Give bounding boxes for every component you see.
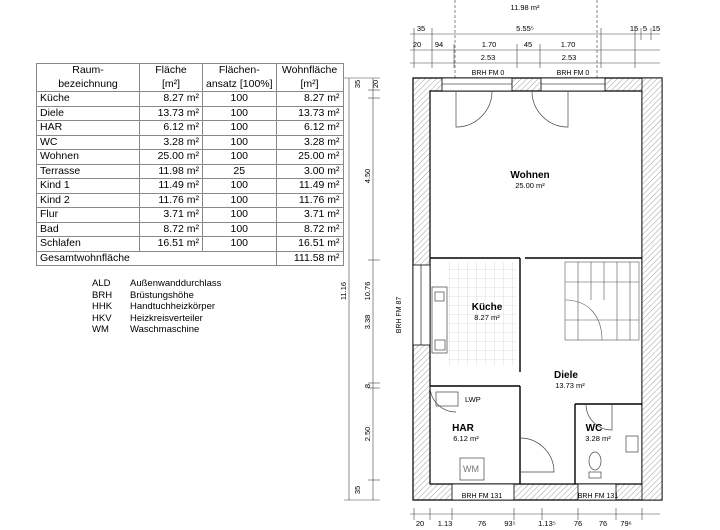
table-row: Wohnen 25.00 m² 100 25.00 m² — [37, 150, 344, 165]
dim-label: 20 — [412, 40, 422, 49]
room-name: WC — [585, 423, 603, 434]
dim-label: 35 — [416, 24, 426, 33]
abbreviation-legend — [92, 278, 221, 336]
dim-label: 79⁶ — [620, 519, 632, 528]
floor-plan — [330, 0, 720, 530]
table-row: Schlafen 16.51 m² 100 16.51 m² — [37, 237, 344, 252]
window-label: BRH FM 0 — [556, 70, 590, 77]
dim-label: 10.76 — [363, 281, 372, 301]
dim-label: 5.55⁵ — [516, 24, 534, 33]
room-area: 6.12 m² — [453, 434, 479, 443]
left-dimension-lines — [344, 78, 380, 500]
dim-label: 4.50 — [363, 168, 372, 184]
room-area: 25.00 m² — [515, 181, 545, 190]
room-area: 3.28 m² — [585, 434, 611, 443]
dim-label: 15 — [651, 24, 661, 33]
total-value: 111.58 m² — [276, 251, 343, 266]
legend-item: ALD Außenwanddurchlass — [92, 278, 222, 289]
dim-label: 5 — [642, 24, 648, 33]
table-row: Bad 8.72 m² 100 8.72 m² — [37, 222, 344, 237]
room-area: 13.73 m² — [555, 381, 585, 390]
dim-label: 2.53 — [480, 53, 496, 62]
table-total-row — [37, 251, 344, 266]
dim-label: 15 — [629, 24, 639, 33]
dim-label: 94 — [434, 40, 444, 49]
table-row: WC 3.28 m² 100 3.28 m² — [37, 135, 344, 150]
room-name: Küche — [471, 302, 503, 313]
header-area: Fläche [m²] — [140, 64, 203, 92]
terrace-area-label: 11.98 m² — [510, 3, 540, 12]
left-dimension-labels — [339, 80, 380, 494]
legend-item: HHK Handtuchheizkörper — [92, 301, 216, 312]
room-name: HAR — [452, 423, 474, 434]
table-header-row — [37, 64, 344, 92]
legend-item: HKV Heizkreisverteiler — [92, 312, 203, 324]
table-row: Flur 3.71 m² 100 3.71 m² — [37, 208, 344, 223]
dim-label: 35 — [353, 79, 362, 89]
dim-label: 1.13 — [437, 519, 453, 528]
dim-label: 1.70 — [481, 40, 497, 49]
table-row: Küche 8.27 m² 100 8.27 m² — [37, 92, 344, 107]
total-label: Gesamtwohnfläche — [37, 251, 277, 266]
room-name: Wohnen — [510, 170, 550, 181]
dim-label: 20 — [371, 79, 380, 89]
room-area-table — [36, 63, 344, 266]
dim-label: 11.16 — [339, 281, 348, 301]
dim-label: 3.38 — [363, 314, 372, 330]
window-label: BRH FM 131 — [577, 493, 619, 500]
dim-label: 93⁵ — [504, 519, 516, 528]
header-room: Raum- bezeichnung — [37, 64, 140, 92]
header-living-area: Wohnfläche [m²] — [276, 64, 343, 92]
window-label: BRH FM 87 — [396, 296, 403, 334]
staircase — [565, 262, 639, 340]
dim-label: 76 — [573, 519, 583, 528]
dim-label: 45 — [523, 40, 533, 49]
dim-label: 2.50 — [363, 426, 372, 442]
legend-item: BRH Brüstungshöhe — [92, 289, 194, 301]
table-row: Kind 1 11.49 m² 100 11.49 m² — [37, 179, 344, 194]
dim-label: 1.13⁵ — [538, 519, 556, 528]
dim-label: 76 — [477, 519, 487, 528]
bottom-dimension-labels — [416, 519, 632, 528]
dim-label: 2.53 — [561, 53, 577, 62]
table-row: Terrasse 11.98 m² 25 3.00 m² — [37, 164, 344, 179]
lwp-label: LWP — [465, 395, 481, 404]
top-dimension-lines — [410, 28, 660, 68]
table-row: Diele 13.73 m² 100 13.73 m² — [37, 106, 344, 121]
dim-label: 1.70 — [560, 40, 576, 49]
top-dimension-labels — [413, 24, 660, 62]
room-area: 8.27 m² — [474, 313, 500, 322]
window-label: BRH FM 0 — [471, 70, 505, 77]
dim-label: 76 — [598, 519, 608, 528]
dim-label: 8 — [363, 383, 372, 389]
kitchen-fixtures — [432, 287, 447, 353]
dim-label: 35 — [353, 485, 362, 495]
legend-item: WM Waschmaschine — [92, 324, 200, 335]
washing-machine-label: WM — [463, 464, 479, 474]
table-row: Kind 2 11.76 m² 100 11.76 m² — [37, 193, 344, 208]
window-label: BRH FM 131 — [461, 493, 503, 500]
dim-label: 20 — [415, 519, 425, 528]
table-row: HAR 6.12 m² 100 6.12 m² — [37, 121, 344, 136]
header-factor: Flächen- ansatz [100%] — [203, 64, 277, 92]
room-name: Diele — [554, 370, 578, 381]
